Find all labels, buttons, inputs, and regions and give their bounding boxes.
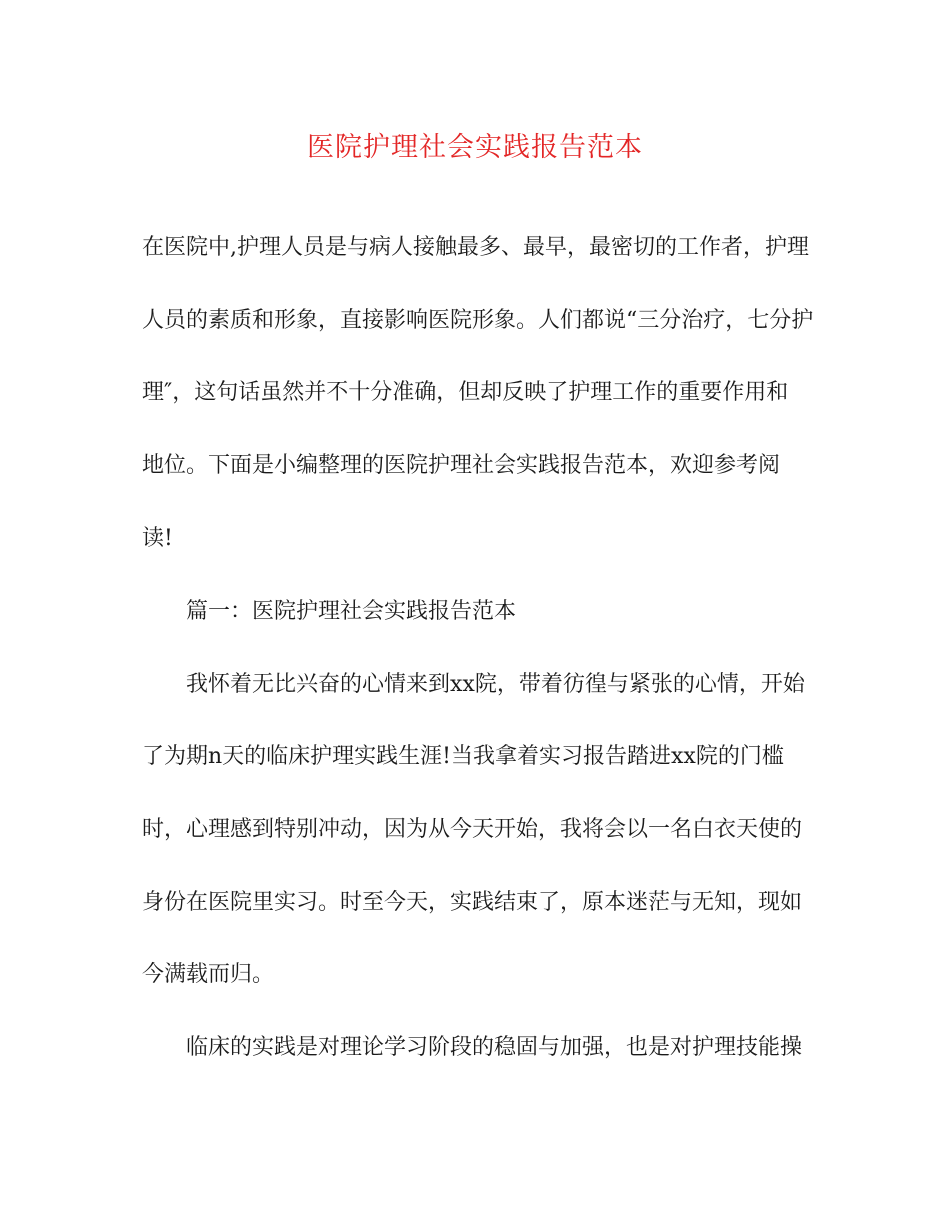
- paragraph-line: 我怀着无比兴奋的心情来到xx院，带着彷徨与紧张的心情，开始: [186, 672, 805, 697]
- paragraph-line: 理″，这句话虽然并不十分准确，但却反映了护理工作的重要作用和: [142, 380, 789, 405]
- paragraph-line: 时，心理感到特别冲动，因为从今天开始，我将会以一名白衣天使的: [142, 817, 803, 842]
- paragraph-line: 人员的素质和形象，直接影响医院形象。人们都说“三分治疗，七分护: [142, 308, 814, 333]
- paragraph-line: 今满载而归。: [142, 962, 275, 987]
- paragraph-line: 了为期n天的临床护理实践生涯!当我拿着实习报告踏进xx院的门槛: [142, 744, 784, 769]
- paragraph-line: 地位。下面是小编整理的医院护理社会实践报告范本，欢迎参考阅: [142, 453, 781, 478]
- paragraph-line: 读!: [142, 526, 173, 551]
- paragraph-line: 临床的实践是对理论学习阶段的稳固与加强，也是对护理技能操: [186, 1035, 803, 1060]
- paragraph-line: 身份在医院里实习。时至今天，实践结束了，原本迷茫与无知，现如: [142, 890, 803, 915]
- section-heading: 篇一：医院护理社会实践报告范本: [186, 599, 517, 624]
- document-title: 医院护理社会实践报告范本: [307, 132, 643, 163]
- paragraph-line: 在医院中,护理人员是与病人接触最多、最早，最密切的工作者，护理: [142, 235, 809, 260]
